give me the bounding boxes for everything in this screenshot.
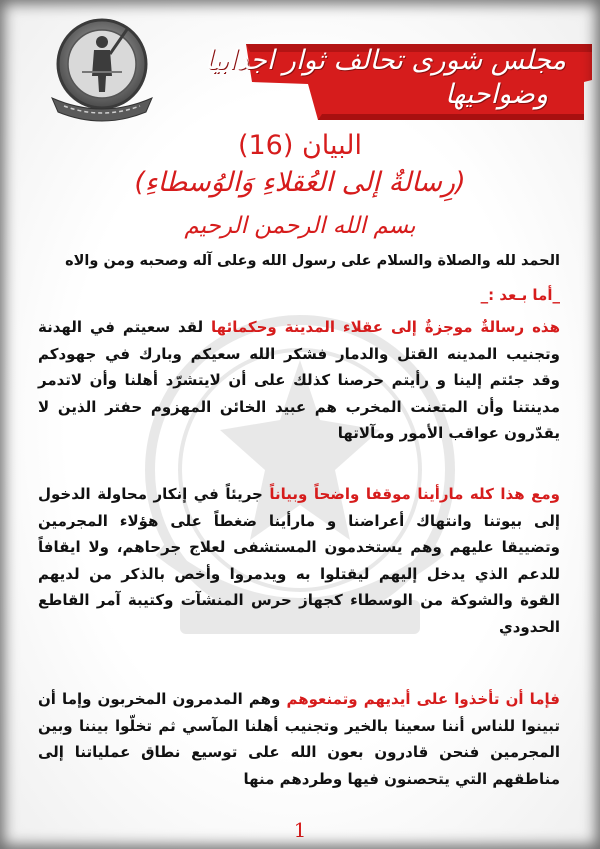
statement-subtitle: (رِسالةٌ إلى العُقلاءِ وَالوُسطاءِ) xyxy=(134,167,466,198)
paragraph-1-text: لقد سعيتم في الهدنة وتجنيب المدينه القتل والدمار فشكر الله سعيكم وبارك في جهودكم وقد جئتم إلينا و رأيتم حرصنا كذلك على أن لايتشرّد أهلنا وأن لاتدمر مدينتنا وأن المتعنت المخرب هم عبيد الخائن المهزوم حفتر الذين لا يقدّرون عواقب الأمور ومآلاتها xyxy=(38,318,560,442)
amma-baad: _أما بـعد :_ xyxy=(480,286,560,304)
paragraph-3-highlight: فإما أن تأخذوا على أيديهم وتمنعوهم xyxy=(286,690,560,708)
paragraph-1 xyxy=(38,314,560,447)
praise-line: الحمد لله والصلاة والسلام على رسول الله وعلى آله وصحبه ومن والاه xyxy=(65,253,560,269)
page-number: 1 xyxy=(293,818,307,842)
basmala: بسم الله الرحمن الرحيم xyxy=(184,213,416,239)
title-banner xyxy=(204,40,592,124)
banner-title-line2: وضواحيها xyxy=(445,79,548,110)
statement-number: البيان (16) xyxy=(237,130,363,161)
paragraph-3-text: وهم المدمرون المخربون وإما أن تبينوا للناس أننا سعينا بالخير وتجنيب أهلنا المآسي ثم تخلّوا بيننا وبين المجرمين فنحن قادرون بعون الله على توسيع نطاق عملياتنا إلى مناطقهم التي يتحصنون فيها وطردهم منها xyxy=(38,690,560,788)
paragraph-3 xyxy=(38,686,560,792)
paragraph-2 xyxy=(38,481,560,640)
paragraph-1-highlight: هذه رسالةٌ موجزةٌ إلى عقلاء المدينة وحكمائها xyxy=(211,318,560,336)
paragraph-2-text: جريئاً في إنكار محاولة الدخول إلى بيوتنا وانتهاك أعراضنا و مارأينا ضغطاً على هؤلاء المجرمين وتضييقا عليهم وهم يستخدمون المستشفى لعلاج جرحاهم، ولا ايقافاً للدعم الذي يدخل إليهم ليقتلوا به ويدمروا وأخص بالذكر من لديهم القوة والشوكة من الوسطاء كجهاز حرس المنشآت وكتيبة آمر القاطع الحدودي xyxy=(38,485,560,636)
warrior-emblem-logo xyxy=(42,14,162,124)
paragraph-2-highlight: ومع هذا كله مارأينا موقفا واضحاً وبياناً xyxy=(269,485,560,503)
banner-title-line1: مجلس شورى تحالف ثوار اجدابيا xyxy=(204,45,566,76)
